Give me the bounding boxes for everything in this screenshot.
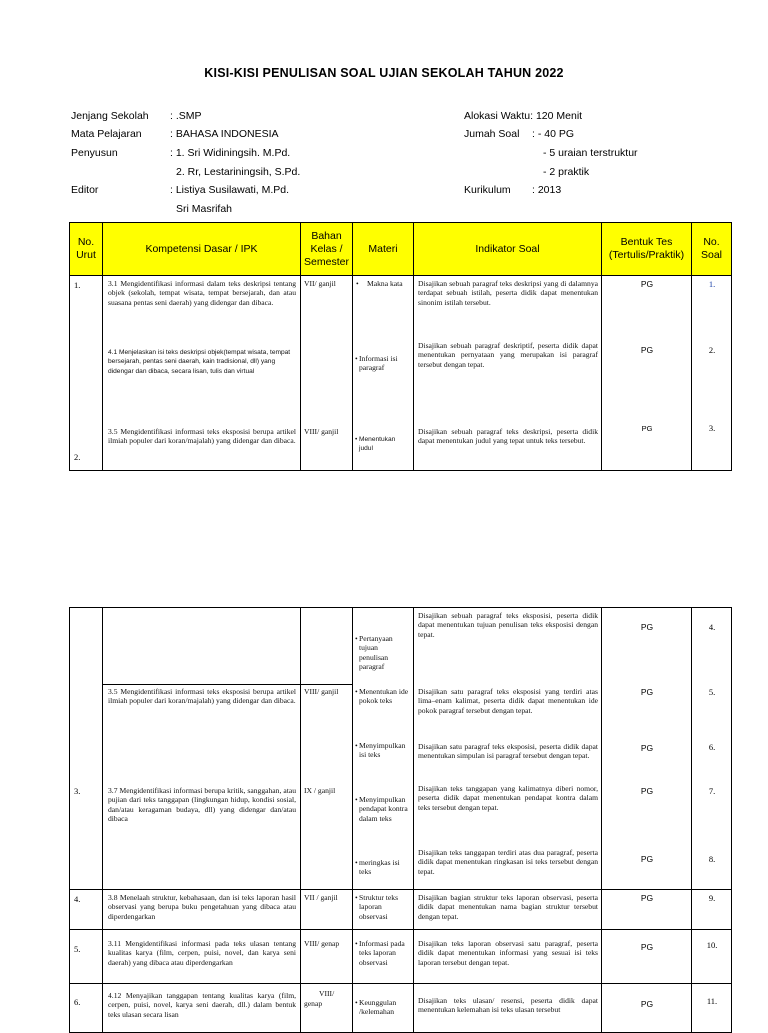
editor-value-2: Sri Masrifah [176, 203, 233, 215]
row-number: 6. [74, 997, 81, 1007]
table-row [70, 276, 732, 471]
indikator-text: Disajikan sebuah paragraf teks deskripsi yang di dalamnya terdapat sebuah istilah, peserta didik dapat menentukan sinonim istilah tersebut. [418, 279, 598, 307]
kd-text: 3.11 Mengidentifikasi informasi pada teks ulasan tentang kualitas karya (film, cerpen, puisi, novel, dan karya seni daerah) yang dibaca atau diperdengarkan [108, 939, 296, 967]
row-number: 5. [74, 944, 81, 954]
materi-bullet [355, 893, 358, 902]
kd-text: 3.8 Menelaah struktur, kebahasaan, dan isi teks laporan hasil observasi yang berupa buku pengetahuan yang dibaca atau diperdengarkan [108, 893, 296, 921]
materi-bullet [355, 687, 358, 696]
no-soal: 3. [708, 423, 716, 433]
kd-text: 3.5 Mengidentifikasi informasi teks eksposisi berupa artikel ilmiah populer dari koran/majalah) yang didengar dan dibaca. [108, 687, 296, 706]
document-title: KISI-KISI PENULISAN SOAL UJIAN SEKOLAH TAHUN 2022 [204, 66, 564, 80]
materi-text: Menyimpulkan isi teks [359, 741, 406, 760]
kisi-kisi-table-page-1 [69, 222, 732, 471]
table-row [70, 890, 732, 930]
no-soal: 1. [708, 279, 716, 289]
table-header-row [70, 223, 732, 276]
indikator-text: Disajikan teks tanggapan terdiri atas dua paragraf, peserta didik dapat menentukan ringkasan isi teks tersebut dengan tepat. [418, 848, 598, 876]
kisi-kisi-table-page-2 [69, 607, 732, 1033]
materi-text: Struktur teks laporan observasi [359, 893, 399, 921]
no-soal: 4. [708, 622, 716, 632]
materi-text: Keunggulan /kelemahan [359, 998, 397, 1017]
row-number: 4. [74, 894, 81, 904]
indikator-text: Disajikan bagian struktur teks laporan observasi, peserta didik dapat menentukan nama bagian struktur tersebut dengan tepat. [418, 893, 598, 921]
mapel-label: Mata Pelajaran [71, 128, 142, 140]
bahan-divider [301, 684, 353, 685]
bahan-kelas: VII/ ganjil [304, 279, 336, 288]
header-kompetensi-dasar: Kompetensi Dasar / IPK [103, 223, 301, 276]
bentuk-tes: PG [640, 786, 654, 796]
ipk-text: 4.1 Menjelaskan isi teks deskripsi objek(tempat wisata, tempat bersejarah, pentas seni daerah, kain tradisional, dll) yang didengar dan dibaca, secara lisan, tulis dan virtual [108, 349, 291, 375]
indikator-text: Disajikan teks laporan observasi satu paragraf, peserta didik dapat menentukan informasi yang sesuai isi teks laporan tersebut dengan tepat. [418, 939, 598, 967]
jumlah-soal-value: : - 40 PG [532, 128, 575, 140]
materi-bullet [356, 279, 359, 288]
bentuk-tes: PG [640, 622, 654, 632]
no-soal: 5. [708, 687, 716, 697]
indikator-text: Disajikan sebuah paragraf teks eksposisi, peserta didik dapat menentukan tujuan penulisan teks eksposisi dengan tepat. [418, 611, 598, 639]
alokasi-waktu: Alokasi Waktu: 120 Menit [464, 110, 583, 122]
bentuk-tes: PG [640, 999, 654, 1009]
materi-text: Pertanyaan tujuan penulisan paragraf [359, 634, 393, 672]
penyusun-value-2: 2. Rr, Lestariningsih, S.Pd. [176, 166, 301, 178]
indikator-text: Disajikan teks ulasan/ resensi, peserta didik dapat menentukan kelemahan isi teks ulasan tersebut [418, 996, 598, 1015]
table-row [70, 608, 732, 890]
header-no-soal: No. Soal [692, 223, 732, 276]
materi-bullet [355, 998, 358, 1007]
materi-bullet [355, 741, 358, 750]
no-soal: 2. [708, 345, 716, 355]
bahan-kelas: genap [304, 999, 323, 1008]
materi-text: meringkas isi teks [359, 858, 400, 877]
header-indikator-soal: Indikator Soal [414, 223, 602, 276]
penyusun-label: Penyusun [71, 147, 118, 159]
bentuk-tes: PG [640, 893, 654, 903]
mapel-value: : BAHASA INDONESIA [170, 128, 279, 140]
no-soal: 9. [708, 893, 716, 903]
header-bahan-kelas: Bahan Kelas / Semester [301, 223, 353, 276]
bentuk-tes: PG [640, 854, 654, 864]
jumlah-soal-label: Jumah Soal [464, 128, 520, 140]
jenjang-value: : .SMP [170, 110, 202, 122]
indikator-text: Disajikan teks tanggapan yang kalimatnya diberi nomor, peserta didik dapat menentukan pendapat kontra dalam teks tersebut dengan tepat. [418, 784, 598, 812]
indikator-text: Disajikan sebuah paragraf teks deskripsi, peserta didik dapat menentukan judul yang tepat untuk teks tersebut. [418, 427, 598, 446]
materi-bullet [355, 354, 358, 363]
materi-text: Menentukan ide pokok teks [359, 687, 409, 706]
bahan-kelas: VIII/ ganjil [304, 687, 339, 696]
kd-text: 4.12 Menyajikan tanggapan tentang kualitas karya (film, cerpen, puisi, novel, karya seni daerah, dll.) dalam bentuk teks ulasan secara lisan [108, 991, 296, 1019]
kd-divider [103, 684, 301, 685]
header-bentuk-tes: Bentuk Tes (Tertulis/Praktik) [602, 223, 692, 276]
materi-bullet [355, 939, 358, 948]
materi-text: Menyimpulkan pendapat kontra dalam teks [359, 795, 408, 823]
bahan-kelas: IX / ganjil [304, 786, 336, 795]
table-row [70, 984, 732, 1033]
row-number: 1. [74, 280, 81, 290]
kd-text: 3.7 Mengidentifikasi informasi berupa kritik, sanggahan, atau pujian dari teks tanggapan (lingkungan hidup, kondisi sosial, dan/atau keragaman budaya, dll) yang didengar dan/atau dibaca [108, 786, 296, 824]
indikator-text: Disajikan sebuah paragraf deskriptif, peserta didik dapat menentukan pernyataan yang merupakan isi paragraf tersebut dengan tepat. [418, 341, 598, 369]
bahan-kelas: VIII/ ganjil [304, 427, 339, 436]
materi-bullet [355, 795, 358, 804]
kurikulum-label: Kurikulum [464, 184, 511, 196]
no-soal: 8. [708, 854, 716, 864]
header-materi: Materi [353, 223, 414, 276]
table-row [70, 930, 732, 984]
bentuk-tes: PG [640, 279, 654, 289]
jumlah-uraian: - 5 uraian terstruktur [543, 147, 638, 159]
bentuk-tes: PG [641, 424, 653, 433]
bentuk-tes: PG [640, 687, 654, 697]
materi-text: Informasi isi paragraf [359, 354, 398, 373]
penyusun-value-1: : 1. Sri Widiningsih. M.Pd. [170, 147, 291, 159]
materi-bullet [355, 435, 357, 444]
kd-text: 3.5 Mengidentifikasi informasi teks eksposisi berupa artikel ilmiah populer dari koran/majalah) yang didengar dan dibaca. [108, 427, 296, 446]
editor-label: Editor [71, 184, 99, 196]
materi-text: Menentukan judul [359, 436, 396, 453]
kd-text: 3.1 Mengidentifikasi informasi dalam teks deskripsi tentang objek (sekolah, tempat wisata, tempat bersejarah, dan atau suasana pentas seni daerah) yang didengar dan dibaca. [108, 279, 296, 307]
bentuk-tes: PG [640, 345, 654, 355]
jumlah-praktik: - 2 praktik [543, 166, 590, 178]
no-soal: 11. [706, 996, 718, 1006]
no-soal: 6. [708, 742, 716, 752]
bahan-kelas: VIII/ genap [304, 939, 340, 948]
bentuk-tes: PG [640, 942, 654, 952]
row-number: 2. [74, 452, 81, 462]
row-number: 3. [74, 786, 81, 796]
materi-bullet [355, 634, 358, 643]
kurikulum-value: : 2013 [532, 184, 562, 196]
materi-text: Informasi pada teks laporan observasi [359, 939, 405, 967]
no-soal: 7. [708, 786, 716, 796]
indikator-text: Disajikan satu paragraf teks eksposisi, peserta didik dapat menentukan simpulan isi paragraf tersebut dengan tepat. [418, 742, 598, 761]
bahan-kelas: VIII/ [319, 989, 335, 998]
materi-bullet [355, 858, 358, 867]
jenjang-label: Jenjang Sekolah [71, 110, 149, 122]
header-no-urut: No. Urut [70, 223, 103, 276]
bentuk-tes: PG [640, 743, 654, 753]
materi-text: Makna kata [367, 279, 403, 288]
bahan-kelas: VII / ganjil [304, 893, 338, 902]
no-soal: 10. [706, 940, 718, 950]
indikator-text: Disajikan satu paragraf teks eksposisi yang terdiri atas lima–enam kalimat, peserta didik dapat menentukan ide pokok paragraf tersebut dengan tepat. [418, 687, 598, 715]
editor-value-1: : Listiya Susilawati, M.Pd. [170, 184, 290, 196]
